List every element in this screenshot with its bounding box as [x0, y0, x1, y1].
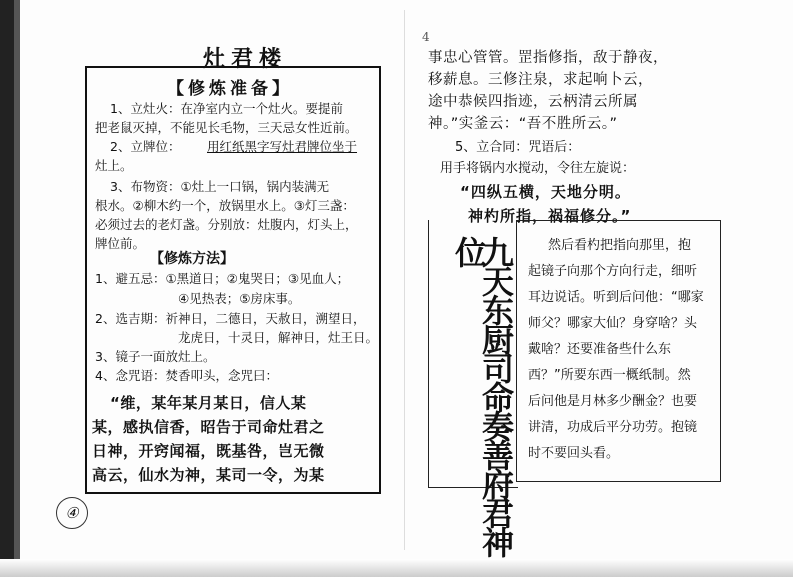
- prep-line-underlined: 用红纸黑字写灶君牌位坐于: [207, 139, 358, 154]
- page-gutter: [404, 10, 405, 550]
- box-line: 起镜子向那个方向行走，细听: [528, 264, 698, 279]
- method-line: 3、镜子一面放灶上。: [95, 349, 216, 364]
- box-line: 戴啥？还要准备些什么东: [528, 342, 672, 357]
- preparation-header: 【修炼准备】: [167, 79, 293, 99]
- incantation-line: “维，某年某月某日，信人某: [110, 394, 307, 412]
- box-line: 师父？哪家大仙？身穿啥？头: [528, 316, 698, 331]
- prep-line: 必须过去的老灯盏。分别放：灶腹内，灯头上，: [95, 217, 358, 232]
- prep-line: 把老鼠灭掉，不能见长毛物，三天忌女性近前。: [95, 120, 358, 135]
- talisman-inscription: 九天东厨司命奏善府君神位: [450, 236, 515, 555]
- prep-line: 牌位前。: [95, 236, 146, 251]
- incantation-bold: 神杓所指，祸福修分。”: [468, 207, 632, 225]
- continued-line: 途中恭候四指迹，云柄清云所属: [428, 94, 638, 110]
- step5-heading: 5、立合同：咒语后：: [455, 140, 581, 155]
- handwritten-page-number: ④: [56, 497, 88, 529]
- incantation-line: 某，感执信香，昭告于司命灶君之: [92, 418, 325, 436]
- box-line: 后问他是月林多少酬金？也要: [528, 394, 698, 409]
- scan-bottom-edge: [0, 559, 793, 577]
- prep-line: 灶上。: [95, 158, 133, 173]
- prep-line: 根水。②柳木约一个，放锅里水上。③灯三盏：: [95, 198, 355, 213]
- step5-instruction: 用手将锅内水搅动，令往左旋说：: [440, 161, 636, 176]
- method-line: ④见热表；⑤房床事。: [178, 291, 301, 306]
- box-line: 西？”所要东西一概纸制。然: [528, 368, 691, 383]
- prep-line: 1、立灶火：在净室内立一个灶火。要提前: [110, 101, 343, 116]
- continued-line: 移薪息。三修注泉，求起响卜云，: [428, 72, 653, 88]
- incantation-line: 高云，仙水为神，某司一令，为某: [92, 466, 325, 484]
- method-line: 1、避五忌：①黑道日；②鬼哭日；③见血人；: [95, 271, 350, 286]
- method-line: 4、念咒语：焚香叩头，念咒曰：: [95, 368, 278, 383]
- incantation-bold: “四纵五横，天地分明。: [460, 183, 631, 201]
- box-line: 讲清，功成后平分功劳。抱镜: [528, 420, 698, 435]
- page-title: 灶君楼: [202, 46, 287, 72]
- continued-line: 事忠心管管。罡指修指，敌于静夜，: [428, 50, 668, 66]
- box-line: 时不要回头看。: [528, 446, 620, 461]
- prep-line: 2、立牌位：: [110, 139, 181, 154]
- method-header: 【修炼方法】: [150, 251, 234, 267]
- scan-edge-shadow: [14, 0, 20, 577]
- page-mark: 4: [422, 30, 430, 44]
- scan-edge: [0, 0, 14, 577]
- incantation-line: 日神，开窍闻福，既基咎，岂无微: [92, 442, 325, 460]
- method-line: 龙虎日，十灵日，解神日，灶王日。: [178, 330, 379, 345]
- box-line: 耳边说话。听到后问他：“哪家: [528, 290, 704, 305]
- method-line: 2、选吉期：祈神日，二德日，天赦日，溯望日，: [95, 311, 366, 326]
- continued-line: 神。”实釜云：“吾不胜所云。”: [428, 116, 618, 132]
- box-line: 然后看杓把指向那里，抱: [548, 238, 692, 253]
- prep-line: 3、布物资：①灶上一口锅，锅内装满无: [110, 179, 330, 194]
